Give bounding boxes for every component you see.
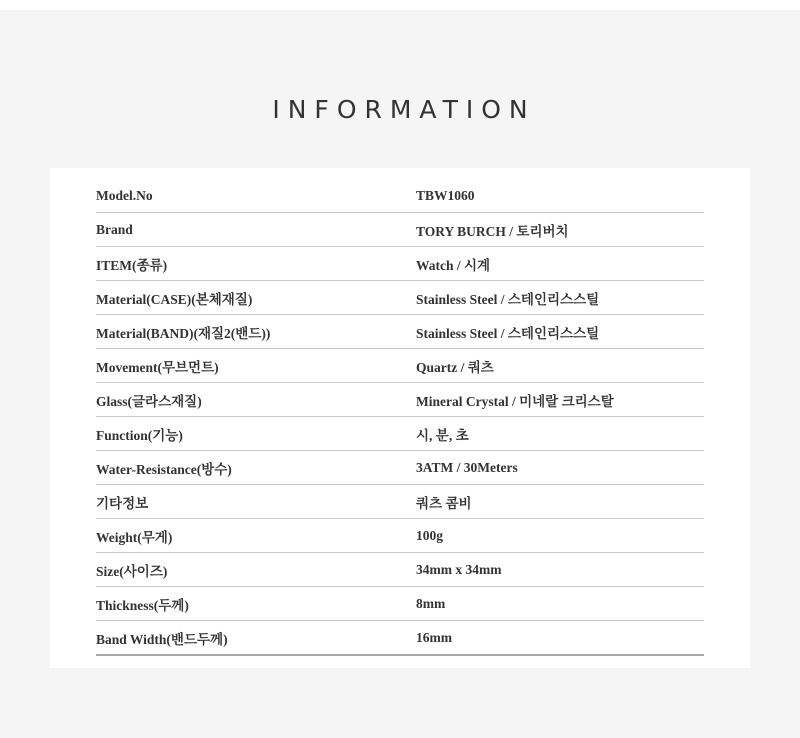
- spec-row-size: [96, 553, 704, 587]
- section-title: INFORMATION: [272, 95, 536, 124]
- spec-row-item: [96, 247, 704, 281]
- spec-value: Watch / 시계: [416, 257, 491, 273]
- spec-row-band-width: [96, 621, 704, 656]
- spec-value: 100g: [416, 527, 443, 543]
- spec-value: TORY BURCH / 토리버치: [416, 223, 569, 239]
- spec-value: Mineral Crystal / 미네랄 크리스탈: [416, 393, 614, 409]
- spec-label: Glass(글라스재질): [96, 393, 202, 409]
- spec-value: Stainless Steel / 스테인리스스틸: [416, 291, 600, 307]
- spec-value: 8mm: [416, 595, 446, 611]
- spec-value: 3ATM / 30Meters: [416, 459, 518, 475]
- spec-label: Model.No: [96, 187, 153, 203]
- spec-table: [96, 179, 704, 656]
- spec-value: 16mm: [416, 629, 452, 645]
- spec-row-weight: [96, 519, 704, 553]
- spec-card: [50, 168, 750, 668]
- spec-value: Quartz / 쿼츠: [416, 359, 494, 375]
- spec-label: ITEM(종류): [96, 257, 168, 273]
- spec-row-function: [96, 417, 704, 451]
- spec-value: 쿼츠 콤비: [416, 495, 472, 511]
- spec-label: Material(BAND)(재질2(밴드)): [96, 325, 271, 341]
- spec-label: Brand: [96, 221, 133, 237]
- spec-label: Band Width(밴드두께): [96, 631, 228, 647]
- spec-row-model-no: [96, 179, 704, 213]
- spec-row-movement: [96, 349, 704, 383]
- spec-label: 기타정보: [96, 495, 149, 511]
- spec-row-glass: [96, 383, 704, 417]
- spec-row-material-band: [96, 315, 704, 349]
- spec-label: Water-Resistance(방수): [96, 461, 232, 477]
- spec-value: 시, 분, 초: [416, 427, 469, 443]
- spec-label: Movement(무브먼트): [96, 359, 219, 375]
- spec-label: Weight(무게): [96, 529, 173, 545]
- spec-label: Thickness(두께): [96, 597, 189, 613]
- spec-label: Function(기능): [96, 427, 183, 443]
- spec-row-other-info: [96, 485, 704, 519]
- spec-row-thickness: [96, 587, 704, 621]
- information-section: [0, 10, 800, 738]
- spec-value: 34mm x 34mm: [416, 561, 502, 577]
- spec-label: Material(CASE)(본체재질): [96, 291, 253, 307]
- spec-value: Stainless Steel / 스테인리스스틸: [416, 325, 600, 341]
- spec-value: TBW1060: [416, 187, 475, 203]
- spec-label: Size(사이즈): [96, 563, 168, 579]
- spec-row-material-case: [96, 281, 704, 315]
- spec-row-brand: [96, 213, 704, 247]
- spec-row-water-resistance: [96, 451, 704, 485]
